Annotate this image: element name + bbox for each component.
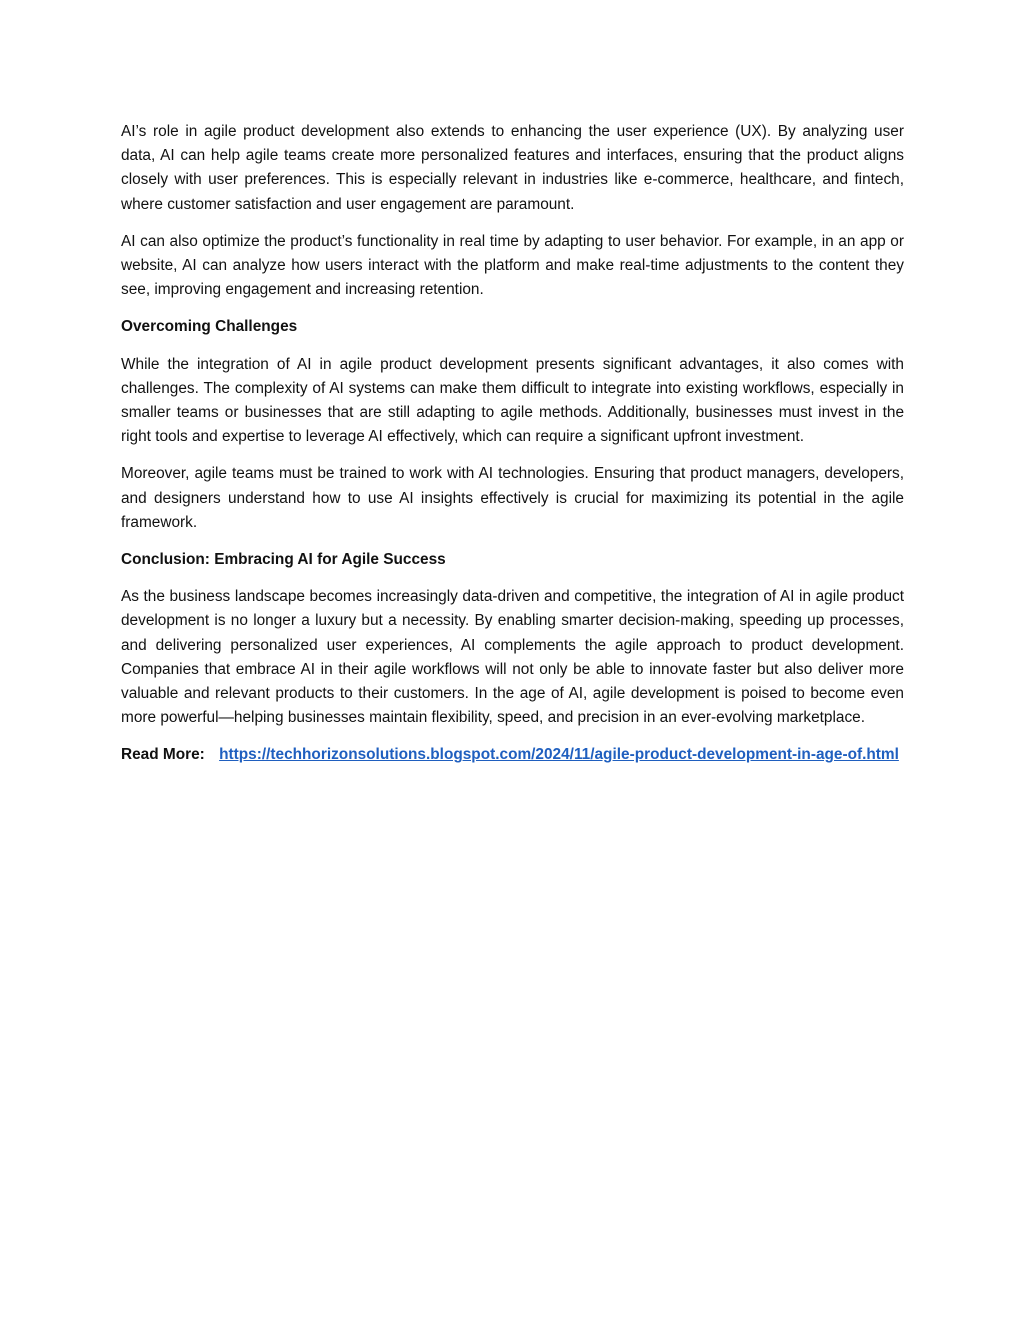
read-more-label: Read More: [121,746,205,764]
read-more-link[interactable]: https://techhorizonsolutions.blogspot.com/2024/11/agile-product-development-in-age-of.html [219,746,899,764]
paragraph-training: Moreover, agile teams must be trained to work with AI technologies. Ensuring that product managers, developers, and designers understand how to use AI insights effectively is crucial for maximizing its potential in the agile framework. [121,465,904,531]
heading-overcoming-challenges: Overcoming Challenges [121,318,298,336]
read-more [121,743,904,767]
heading-conclusion: Conclusion: Embracing AI for Agile Success [121,551,446,569]
paragraph-conclusion: As the business landscape becomes increasingly data-driven and competitive, the integration of AI in agile product development is no longer a luxury but a necessity. By enabling smarter decision-making, speeding up processes, and delivering personalized user experiences, AI complements the agile approach to product development. Companies that embrace AI in their agile workflows will not only be able to innovate faster but also deliver more valuable and relevant products to their customers. In the age of AI, agile development is poised to become even more powerful—helping businesses maintain flexibility, speed, and precision in an ever-evolving marketplace. [121,588,904,727]
paragraph-challenges: While the integration of AI in agile product development presents significant advantages, it also comes with challenges. The complexity of AI systems can make them difficult to integrate into existing workflows, especially in smaller teams or businesses that are still adapting to agile methods. Additionally, businesses must invest in the right tools and expertise to leverage AI effectively, which can require a significant upfront investment. [121,355,904,446]
paragraph-functionality: AI can also optimize the product’s functionality in real time by adapting to user behavior. For example, in an app or website, AI can analyze how users interact with the platform and make real-time adjustments to the content they see, improving engagement and increasing retention. [121,232,904,299]
document-page [121,120,904,781]
paragraph-ux: AI’s role in agile product development also extends to enhancing the user experience (UX). By analyzing user data, AI can help agile teams create more personalized features and interfaces, ensuring that the product aligns closely with user preferences. This is especially relevant in industries like e-commerce, healthcare, and fintech, where customer satisfaction and user engagement are paramount. [121,123,904,213]
